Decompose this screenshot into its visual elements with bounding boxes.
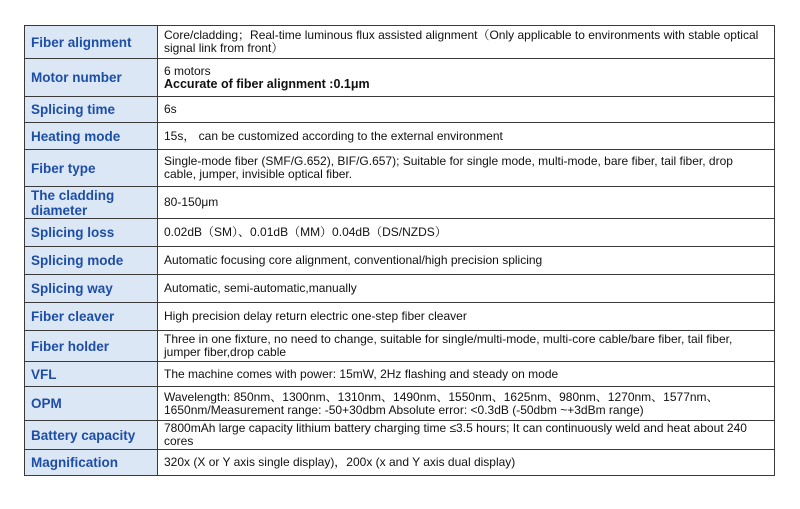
spec-table [24,25,775,476]
table-row [25,247,775,275]
table-row [25,387,775,421]
table-row [25,275,775,303]
table-row [25,450,775,476]
spec-value: 0.02dB（SM）、0.01dB（MM）0.04dB（DS/NZDS） [158,219,775,247]
spec-value: Automatic focusing core alignment, conventional/high precision splicing [158,247,775,275]
spec-value: Single-mode fiber (SMF/G.652), BIF/G.657); Suitable for single mode, multi-mode, bare fiber, tail fiber, drop cable, jumper, invisible optical fiber. [158,150,775,187]
table-row [25,187,775,219]
spec-label: Fiber cleaver [25,303,158,331]
table-row [25,303,775,331]
spec-label: Fiber holder [25,331,158,362]
spec-label: Splicing mode [25,247,158,275]
spec-value: 80-150μm [158,187,775,219]
spec-value: Wavelength: 850nm、1300nm、1310nm、1490nm、1550nm、1625nm、980nm、1270nm、1577nm、1650nm/Measurement range: -50+30dbm Absolute error: <0.3dB (-50dbm ~+3dBm range) [158,387,775,421]
spec-value: 15s， can be customized according to the external environment [158,123,775,150]
spec-value: 6 motors [164,63,211,78]
spec-label: Splicing time [25,97,158,123]
table-row [25,362,775,387]
spec-value: Automatic, semi-automatic,manually [158,275,775,303]
spec-value: 7800mAh large capacity lithium battery charging time ≤3.5 hours; It can continuously weld and heat about 240 cores [158,421,775,450]
spec-label: Heating mode [25,123,158,150]
spec-label: Battery capacity [25,421,158,450]
spec-value: 320x (X or Y axis single display)，200x (x and Y axis dual display) [158,450,775,476]
table-row [25,97,775,123]
table-row [25,421,775,450]
table-row [25,59,775,97]
spec-label: Splicing loss [25,219,158,247]
spec-label: Motor number [25,59,158,97]
spec-label: OPM [25,387,158,421]
spec-value: 6s [158,97,775,123]
spec-value-cell [158,59,775,97]
spec-value: Three in one fixture, no need to change, suitable for single/multi-mode, multi-core cable/bare fiber, tail fiber, jumper fiber,drop cable [158,331,775,362]
spec-label: Splicing way [25,275,158,303]
spec-label: The cladding diameter [25,187,158,219]
table-row [25,219,775,247]
spec-value-accuracy: Accurate of fiber alignment :0.1μm [164,76,370,91]
table-row [25,150,775,187]
spec-label: VFL [25,362,158,387]
table-row [25,331,775,362]
table-row [25,123,775,150]
table-row [25,26,775,59]
spec-value: The machine comes with power: 15mW, 2Hz flashing and steady on mode [158,362,775,387]
spec-label: Fiber alignment [25,26,158,59]
spec-value: High precision delay return electric one-step fiber cleaver [158,303,775,331]
spec-label: Fiber type [25,150,158,187]
spec-value: Core/cladding；Real-time luminous flux assisted alignment（Only applicable to environments with stable optical signal link from front） [158,26,775,59]
spec-label: Magnification [25,450,158,476]
